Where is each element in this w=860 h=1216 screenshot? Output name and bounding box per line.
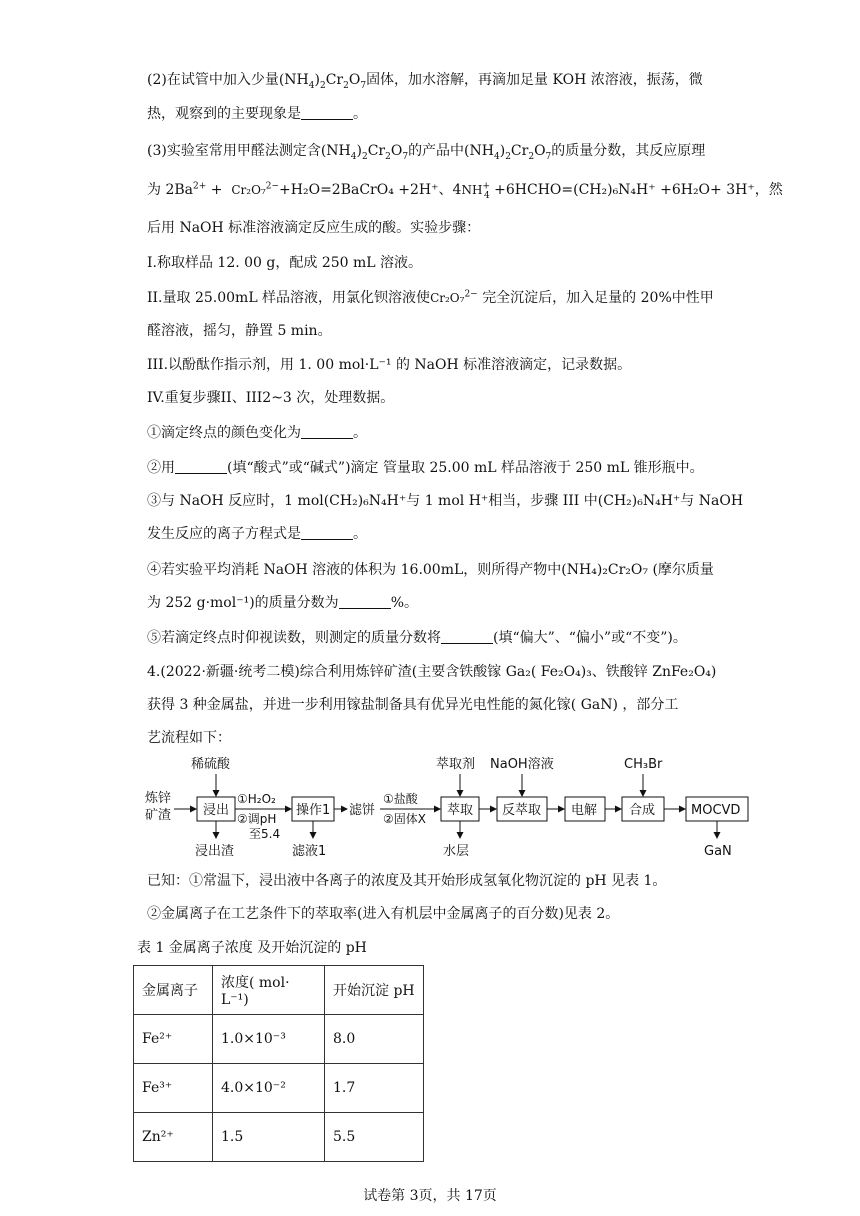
chem: O: [390, 143, 403, 159]
text: ③与 NaOH 反应时，1 mol(CH₂)₆N₄H⁺与 1 mol H⁺相当，步骤 III 中(CH₂)₆N₄H⁺与 NaOH: [147, 493, 744, 509]
flow-h2o2: ①H₂O₂: [237, 792, 276, 806]
text: 固体，加水溶解，再滴加足量 KOH 浓溶液，振荡，微: [366, 72, 703, 88]
flow-electrolysis: 电解: [571, 803, 598, 818]
known-1: [147, 871, 666, 891]
q2-line1: (2)在试管中加入少量$(NH_4)_2Cr_2O_7$固体，加水溶解，再滴加足量 KOH 浓溶液，振荡，微: [147, 72, 703, 91]
flow-gan: GaN: [704, 844, 732, 859]
text: 为 2Ba: [147, 182, 193, 198]
p4-line1: [147, 662, 716, 682]
text: +6HCHO=(CH₂)₆N₄H⁺ +6H₂O+ 3H⁺，然: [494, 182, 783, 198]
q3-line1: (3)实验室常用甲醛法测定含$(NH_4)_2Cr_2O_7$的产品中$(NH_4)_2Cr_2O_7$的质量分数，其反应原理: [147, 143, 706, 162]
process-flowchart: [140, 753, 760, 863]
chem: Cr₂O₇: [231, 183, 266, 197]
text: 发生反应的离子方程式是: [147, 526, 301, 542]
known-2: [147, 904, 619, 924]
flow-back-extract: 反萃取: [502, 803, 542, 818]
text: 表 1 金属离子浓度 及开始沉淀的 pH: [137, 940, 367, 956]
table-caption: [137, 938, 367, 958]
text: 已知：①常温下，浸出液中各离子的浓度及其开始形成氢氧化物沉淀的 pH 见表 1。: [147, 873, 667, 889]
table-cell: 1.5: [213, 1113, 325, 1162]
text: %。: [390, 595, 418, 611]
text: 的质量分数，其反应原理: [551, 143, 706, 159]
text: ①滴定终点的颜色变化为: [147, 425, 301, 441]
text: IV.重复步骤II、III2~3 次，处理数据。: [147, 390, 395, 406]
text: 获得 3 种金属盐，并进一步利用镓盐制备具有优异光电性能的氮化镓( GaN) ，部分工: [147, 697, 679, 713]
page-footer: 试卷第 3页，共 17页: [363, 1188, 497, 1204]
table-row: [134, 1015, 424, 1064]
text: ⑤若滴定终点时仰视读数，则测定的质量分数将: [147, 630, 441, 646]
item-2: [147, 458, 704, 478]
table-1: [133, 965, 424, 1162]
table-cell: 8.0: [325, 1015, 424, 1064]
table-header-cell: 金属离子: [134, 966, 213, 1015]
text: 热，观察到的主要现象是: [147, 106, 301, 122]
p4-line2: [147, 695, 678, 715]
table-cell: Fe²⁺: [134, 1015, 213, 1064]
step-2-line2: [147, 321, 332, 341]
flow-cake: 滤饼: [349, 803, 376, 818]
text: I.称取样品 12. 00 g，配成 250 mL 溶液。: [147, 255, 423, 271]
text: ②用: [147, 460, 175, 476]
step-2-line1: II.量取 25.00mL 样品溶液，用氯化钡溶液使Cr₂O₇$^{2-}$ 完全沉淀后，加入足量的 20%中性甲: [147, 289, 714, 306]
text: +H₂O=2BaCrO₄ +2H⁺、4: [279, 182, 462, 198]
text: II.量取 25.00mL 样品溶液，用氯化钡溶液使: [147, 290, 431, 306]
text: (3)实验室常用甲醛法测定含(NH: [147, 143, 351, 159]
flow-mocvd: MOCVD: [691, 803, 741, 818]
flow-op1: 操作1: [296, 803, 331, 818]
flow-filtrate: 滤液1: [292, 844, 327, 859]
text: III.以酚酞作指示剂，用 1. 00 mol·L⁻¹ 的 NaOH 标准溶液滴定，记录数据。: [147, 357, 632, 373]
q2-line2: [147, 104, 367, 124]
chem: Cr: [325, 72, 344, 88]
table-cell: Zn²⁺: [134, 1113, 213, 1162]
answer-blank[interactable]: [301, 105, 353, 120]
q3-line2: 为 $2Ba^{2+}$ + Cr₂O₇$^{2-}$+H₂O=2BaCrO₄ +2H⁺、$4NH^+_4$ +6HCHO=(CH₂)₆N₄H⁺ +6H₂O+ 3H⁺，然: [147, 181, 783, 201]
text: 。: [353, 425, 367, 441]
step-3: [147, 355, 631, 375]
step-4: [147, 388, 394, 408]
answer-blank[interactable]: [175, 459, 227, 474]
text: ②金属离子在工艺条件下的萃取率(进入有机层中金属离子的百分数)见表 2。: [147, 906, 620, 922]
step-1: [147, 253, 422, 273]
text: 醛溶液，摇匀，静置 5 min。: [147, 323, 332, 339]
chem: NH: [461, 183, 483, 197]
answer-blank[interactable]: [441, 629, 493, 644]
flow-synth: 合成: [629, 803, 656, 818]
flow-ph-adjust: ②调pH: [237, 812, 277, 826]
flow-ch3br: CH₃Br: [624, 757, 663, 772]
item-3-line1: [147, 491, 743, 511]
flow-hcl: ①盐酸: [383, 792, 418, 806]
chem: O: [534, 143, 546, 159]
table-header-cell: 浓度( mol· L⁻¹): [213, 966, 325, 1015]
q3-line3: [147, 218, 480, 238]
chem: Cr: [367, 143, 386, 159]
chem: Cr₂O₇: [430, 291, 465, 305]
flow-ph-to: 至5.4: [249, 827, 281, 841]
table-header-cell: 开始沉淀 pH: [325, 966, 424, 1015]
flow-start-2: 矿渣: [145, 808, 172, 823]
answer-blank[interactable]: [301, 525, 353, 540]
table-cell: 4.0×10⁻²: [213, 1064, 325, 1113]
flow-extractant: 萃取剂: [436, 757, 476, 772]
item-5: [147, 628, 687, 648]
item-3-line2: [147, 524, 367, 544]
flow-dilute-acid: 稀硫酸: [191, 757, 231, 772]
flow-leach: 浸出: [203, 803, 230, 818]
p4-line3: [147, 728, 231, 748]
table-cell: Fe³⁺: [134, 1064, 213, 1113]
table-cell: 1.7: [325, 1064, 424, 1113]
flow-start-1: 炼锌: [145, 791, 172, 806]
answer-blank[interactable]: [301, 424, 353, 439]
chem: Cr: [510, 143, 529, 159]
table-row: [134, 1113, 424, 1162]
chem: O: [348, 72, 361, 88]
text: 。: [353, 106, 367, 122]
text: ④若实验平均消耗 NaOH 溶液的体积为 16.00mL，则所得产物中(NH₄)₂Cr₂O₇ (摩尔质量: [147, 562, 714, 578]
text: 完全沉淀后，加入足量的 20%中性甲: [482, 290, 714, 306]
table-cell: 5.5: [325, 1113, 424, 1162]
flow-leach-residue: 浸出渣: [195, 844, 235, 859]
table-header-row: [134, 966, 424, 1015]
text: 后用 NaOH 标准溶液滴定反应生成的酸。实验步骤：: [147, 220, 481, 236]
text: 的产品中(NH: [408, 143, 494, 159]
text: 艺流程如下：: [147, 730, 231, 746]
text: (2)在试管中加入少量(NH: [147, 72, 309, 88]
flow-solid-x: ②固体X: [383, 812, 426, 826]
item-1: [147, 423, 367, 443]
text: 4.(2022·新疆·统考二模)综合利用炼锌矿渣(主要含铁酸镓 Ga₂( Fe₂O₄)₃、铁酸锌 ZnFe₂O₄): [147, 664, 717, 680]
item-4-line2: [147, 593, 418, 613]
table-cell: 1.0×10⁻³: [213, 1015, 325, 1064]
item-4-line1: [147, 560, 714, 580]
flow-naoh: NaOH溶液: [490, 757, 554, 772]
flow-extract: 萃取: [447, 803, 474, 818]
flow-water-layer: 水层: [443, 844, 470, 859]
text: (填“酸式”或“碱式”)滴定 管量取 25.00 mL 样品溶液于 250 mL 锥形瓶中。: [227, 460, 704, 476]
table-row: [134, 1064, 424, 1113]
text: 。: [353, 526, 367, 542]
text: 为 252 g·mol⁻¹)的质量分数为: [147, 595, 339, 611]
answer-blank[interactable]: [339, 594, 391, 609]
text: (填“偏大”、“偏小”或“不变”)。: [493, 630, 687, 646]
